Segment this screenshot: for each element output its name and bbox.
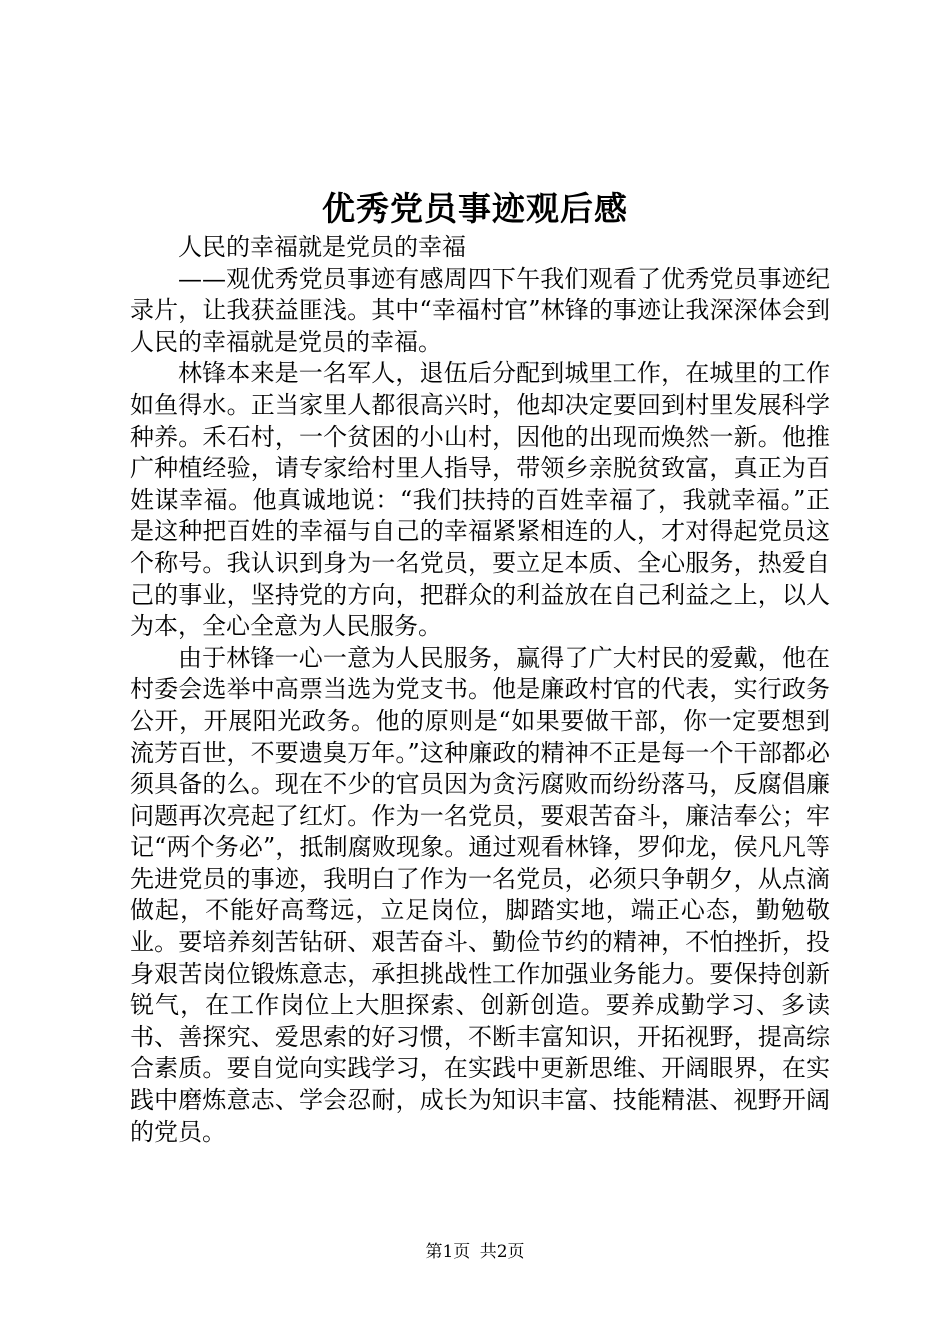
intro-paragraph: ——观优秀党员事迹有感周四下午我们观看了优秀党员事迹纪录片，让我获益匪浅。其中“幸福村官”林锋的事迹让我深深体会到人民的幸福就是党员的幸福。 [130, 264, 830, 356]
document-title: 优秀党员事迹观后感 [322, 189, 628, 228]
document-body [130, 232, 830, 1148]
body-paragraph: 由于林锋一心一意为人民服务，赢得了广大村民的爱戴，他在村委会选举中高票当选为党支书。他是廉政村官的代表，实行政务公开，开展阳光政务。他的原则是“如果要做干部，你一定要想到流芳百世，不要遗臭万年。”这种廉政的精神不正是每一个干部都必须具备的么。现在不少的官员因为贪污腐败而纷纷落马，反腐倡廉问题再次亮起了红灯。作为一名党员，要艰苦奋斗，廉洁奉公；牢记“两个务必”，抵制腐败现象。通过观看林锋，罗仰龙，侯凡凡等先进党员的事迹，我明白了作为一名党员，必须只争朝夕，从点滴做起，不能好高骛远，立足岗位，脚踏实地，端正心态，勤勉敬业。要培养刻苦钻研、艰苦奋斗、勤俭节约的精神，不怕挫折，投身艰苦岗位锻炼意志，承担挑战性工作加强业务能力。要保持创新锐气，在工作岗位上大胆探索、创新创造。要养成勤学习、多读书、善探究、爱思索的好习惯，不断丰富知识，开拓视野，提高综合素质。要自觉向实践学习，在实践中更新思维、开阔眼界，在实践中磨炼意志、学会忍耐，成长为知识丰富、技能精湛、视野开阔的党员。 [130, 643, 830, 1146]
subtitle-paragraph: 人民的幸福就是党员的幸福 [178, 233, 466, 261]
page-footer [0, 1240, 950, 1264]
page-number: 第1页 [425, 1242, 471, 1262]
page-total: 共2页 [479, 1242, 525, 1262]
body-paragraph: 林锋本来是一名军人，退伍后分配到城里工作，在城里的工作如鱼得水。正当家里人都很高兴时，他却决定要回到村里发展科学种养。禾石村，一个贫困的小山村，因他的出现而焕然一新。他推广种植经验，请专家给村里人指导，带领乡亲脱贫致富，真正为百姓谋幸福。他真诚地说：“我们扶持的百姓幸福了，我就幸福。”正是这种把百姓的幸福与自己的幸福紧紧相连的人，才对得起党员这个称号。我认识到身为一名党员，要立足本质、全心服务，热爱自己的事业，坚持党的方向，把群众的利益放在自己利益之上，以人为本，全心全意为人民服务。 [130, 359, 830, 641]
